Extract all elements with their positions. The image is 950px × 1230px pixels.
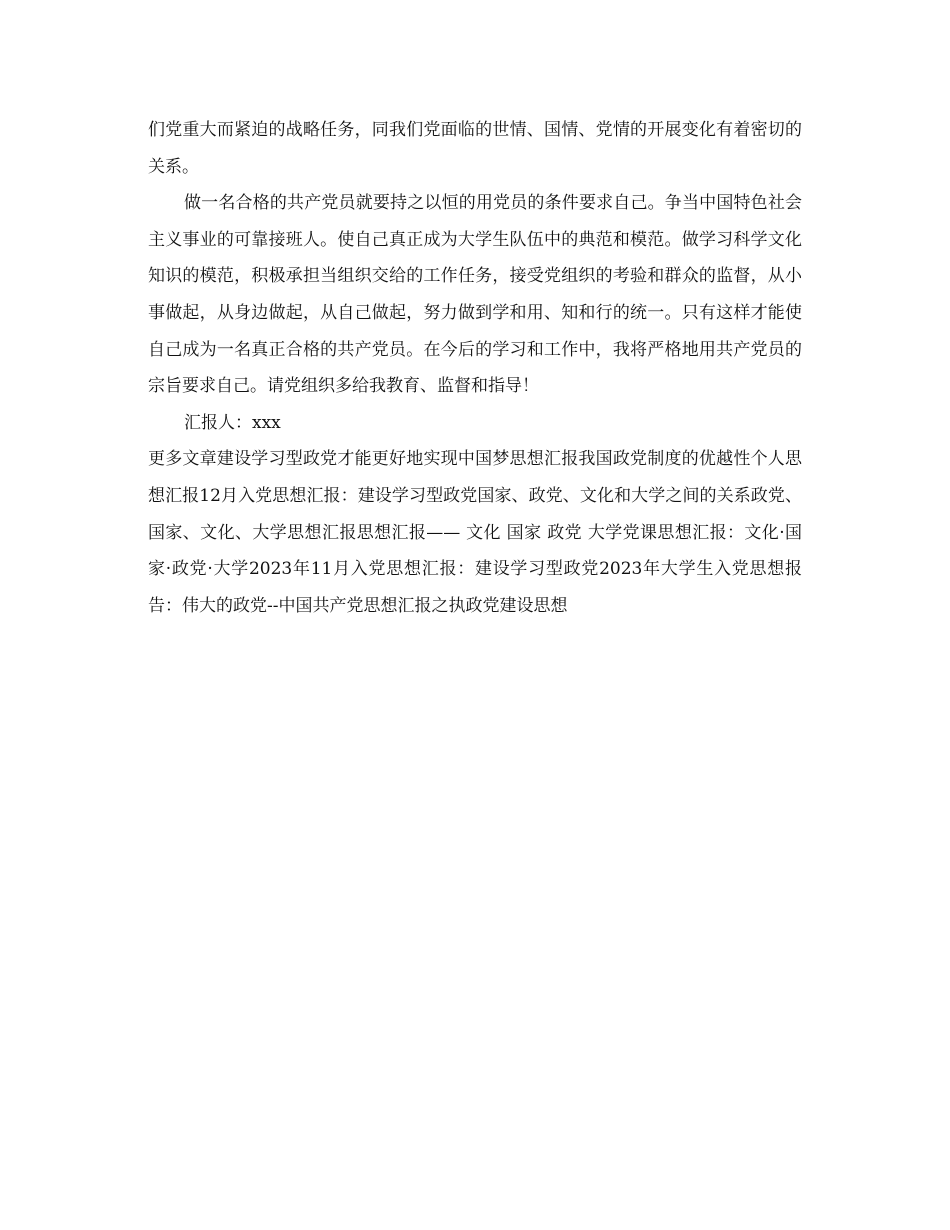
document-page — [148, 112, 802, 624]
paragraph-continuation: 们党重大而紧迫的战略任务，同我们党面临的世情、国情、党情的开展变化有着密切的关系。 — [148, 120, 802, 177]
paragraph-main: 做一名合格的共产党员就要持之以恒的用党员的条件要求自己。争当中国特色社会主义事业的可靠接班人。使自己真正成为大学生队伍中的典范和模范。做学习科学文化知识的模范，积极承担当组织交给的工作任务，接受党组织的考验和群众的监督，从小事做起，从身边做起，从自己做起，努力做到学和用、知和行的统一。只有这样才能使自己成为一名真正合格的共产党员。在今后的学习和工作中，我将严格地用共产党员的宗旨要求自己。请党组织多给我教育、监督和指导！ — [148, 193, 802, 397]
signature-line: 汇报人：xxx — [184, 412, 281, 433]
related-articles: 更多文章建设学习型政党才能更好地实现中国梦思想汇报我国政党制度的优越性个人思想汇报12月入党思想汇报：建设学习型政党国家、政党、文化和大学之间的关系政党、国家、文化、大学思想汇报思想汇报—— 文化 国家 政党 大学党课思想汇报：文化·国家·政党·大学2023年11月入党思想汇报：建设学习型政党2023年大学生入党思想报告：伟大的政党--中国共产党思想汇报之执政党建设思想 — [148, 449, 802, 616]
